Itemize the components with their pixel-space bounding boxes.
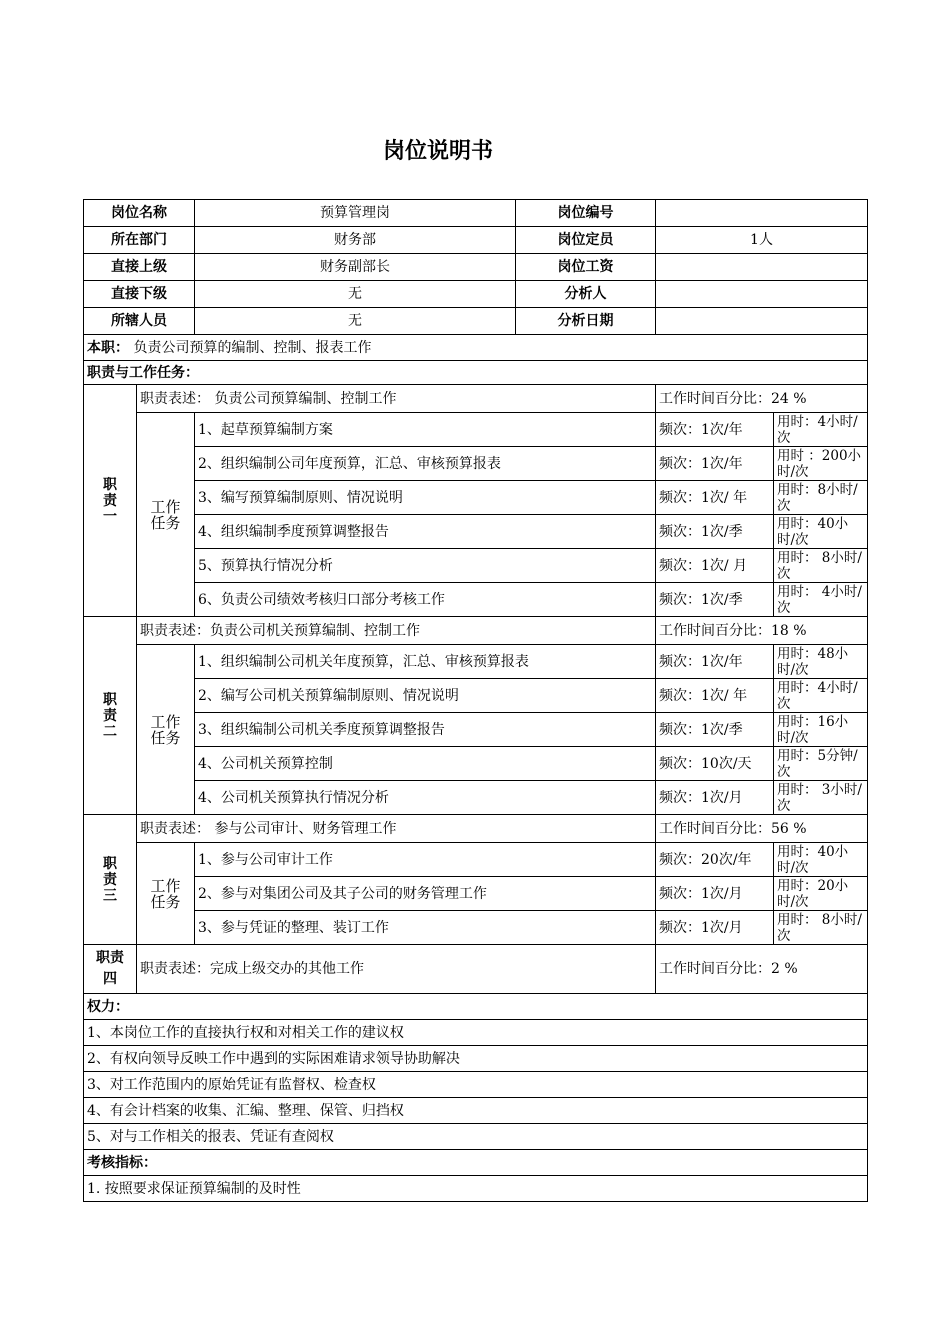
task-frequency: 频次：1次/ 年 xyxy=(656,481,774,515)
task-frequency: 频次：1次/季 xyxy=(656,515,774,549)
task-duration: 用时：40小时/次 xyxy=(774,843,868,877)
kpi-header: 考核指标： xyxy=(84,1150,868,1176)
main-duty-label: 本职： xyxy=(87,339,129,356)
duty-name: 职责三 xyxy=(84,815,137,945)
powers-header-row xyxy=(84,994,868,1020)
task-frequency: 频次：10次/天 xyxy=(656,747,774,781)
task-row xyxy=(84,549,868,583)
duty-percent: 工作时间百分比：18 % xyxy=(656,617,868,645)
task-row xyxy=(84,679,868,713)
duty-desc: 职责表述：负责公司机关预算编制、控制工作 xyxy=(137,617,656,645)
task-duration: 用时： 3小时/次 xyxy=(774,781,868,815)
task-duration: 用时：20小时/次 xyxy=(774,877,868,911)
info-label: 所辖人员 xyxy=(84,308,195,335)
task-text: 3、编写预算编制原则、情况说明 xyxy=(195,481,656,515)
task-duration: 用时：16小时/次 xyxy=(774,713,868,747)
duty-name: 职责二 xyxy=(84,617,137,815)
task-row xyxy=(84,447,868,481)
info-label: 分析人 xyxy=(516,281,656,308)
duty-desc-row xyxy=(84,617,868,645)
kpi-item: 1. 按照要求保证预算编制的及时性 xyxy=(84,1176,868,1202)
kpi-header-row xyxy=(84,1150,868,1176)
info-row xyxy=(84,200,868,227)
info-label: 分析日期 xyxy=(516,308,656,335)
power-item: 3、对工作范围内的原始凭证有监督权、检查权 xyxy=(84,1072,868,1098)
task-frequency: 频次：1次/年 xyxy=(656,413,774,447)
info-value: 1人 xyxy=(656,227,868,254)
task-text: 1、参与公司审计工作 xyxy=(195,843,656,877)
info-value xyxy=(656,200,868,227)
task-frequency: 频次：1次/年 xyxy=(656,447,774,481)
info-value: 预算管理岗 xyxy=(195,200,516,227)
task-frequency: 频次：1次/月 xyxy=(656,911,774,945)
task-duration: 用时：40小时/次 xyxy=(774,515,868,549)
task-row xyxy=(84,481,868,515)
info-label: 所在部门 xyxy=(84,227,195,254)
main-duty-row xyxy=(84,335,868,361)
info-label: 直接上级 xyxy=(84,254,195,281)
info-value: 无 xyxy=(195,308,516,335)
duty-percent: 工作时间百分比：24 % xyxy=(656,385,868,413)
info-label: 直接下级 xyxy=(84,281,195,308)
task-row xyxy=(84,583,868,617)
info-value xyxy=(656,281,868,308)
task-text: 5、预算执行情况分析 xyxy=(195,549,656,583)
task-duration: 用时：8小时/次 xyxy=(774,481,868,515)
task-duration: 用时：5分钟/次 xyxy=(774,747,868,781)
duties-header-row xyxy=(84,361,868,385)
info-value xyxy=(656,308,868,335)
task-text: 1、起草预算编制方案 xyxy=(195,413,656,447)
task-frequency: 频次：1次/ 年 xyxy=(656,679,774,713)
duties-header: 职责与工作任务： xyxy=(84,361,868,385)
task-row xyxy=(84,713,868,747)
info-label: 岗位编号 xyxy=(516,200,656,227)
task-duration: 用时：4小时/次 xyxy=(774,679,868,713)
info-row xyxy=(84,281,868,308)
kpi-row xyxy=(84,1176,868,1202)
task-text: 1、组织编制公司机关年度预算，汇总、审核预算报表 xyxy=(195,645,656,679)
info-value: 财务部 xyxy=(195,227,516,254)
task-text: 2、组织编制公司年度预算，汇总、审核预算报表 xyxy=(195,447,656,481)
task-duration: 用时： 8小时/次 xyxy=(774,911,868,945)
task-duration: 用时： 4小时/次 xyxy=(774,583,868,617)
power-item: 5、对与工作相关的报表、凭证有查阅权 xyxy=(84,1124,868,1150)
task-row xyxy=(84,645,868,679)
main-duty-text: 负责公司预算的编制、控制、报表工作 xyxy=(133,339,372,356)
power-row xyxy=(84,1046,868,1072)
task-duration: 用时 ：200小时/次 xyxy=(774,447,868,481)
info-row xyxy=(84,227,868,254)
power-row xyxy=(84,1124,868,1150)
info-row xyxy=(84,254,868,281)
power-item: 1、本岗位工作的直接执行权和对相关工作的建议权 xyxy=(84,1020,868,1046)
task-row xyxy=(84,843,868,877)
task-text: 4、公司机关预算控制 xyxy=(195,747,656,781)
duty-desc: 职责表述：完成上级交办的其他工作 xyxy=(137,945,656,994)
duty-desc: 职责表述： 参与公司审计、财务管理工作 xyxy=(137,815,656,843)
task-text: 3、组织编制公司机关季度预算调整报告 xyxy=(195,713,656,747)
task-text: 2、参与对集团公司及其子公司的财务管理工作 xyxy=(195,877,656,911)
task-row xyxy=(84,515,868,549)
task-duration: 用时：48小时/次 xyxy=(774,645,868,679)
task-text: 2、编写公司机关预算编制原则、情况说明 xyxy=(195,679,656,713)
power-row xyxy=(84,1020,868,1046)
task-row xyxy=(84,413,868,447)
task-row xyxy=(84,747,868,781)
task-duration: 用时：4小时/次 xyxy=(774,413,868,447)
power-row xyxy=(84,1072,868,1098)
power-item: 4、有会计档案的收集、汇编、整理、保管、归挡权 xyxy=(84,1098,868,1124)
info-label: 岗位名称 xyxy=(84,200,195,227)
page-title: 岗位说明书 xyxy=(382,139,493,164)
task-frequency: 频次：1次/月 xyxy=(656,877,774,911)
task-label: 工作任务 xyxy=(137,413,195,617)
info-value xyxy=(656,254,868,281)
task-frequency: 频次：20次/年 xyxy=(656,843,774,877)
info-value: 财务副部长 xyxy=(195,254,516,281)
job-description-table xyxy=(83,199,868,1202)
info-label: 岗位定员 xyxy=(516,227,656,254)
task-text: 3、参与凭证的整理、装订工作 xyxy=(195,911,656,945)
info-row xyxy=(84,308,868,335)
duty-name: 职责四 xyxy=(84,945,137,994)
task-text: 4、公司机关预算执行情况分析 xyxy=(195,781,656,815)
task-frequency: 频次：1次/ 月 xyxy=(656,549,774,583)
task-frequency: 频次：1次/季 xyxy=(656,583,774,617)
task-frequency: 频次：1次/年 xyxy=(656,645,774,679)
task-text: 6、负责公司绩效考核归口部分考核工作 xyxy=(195,583,656,617)
task-label: 工作任务 xyxy=(137,843,195,945)
task-frequency: 频次：1次/月 xyxy=(656,781,774,815)
duty-desc-row xyxy=(84,385,868,413)
power-row xyxy=(84,1098,868,1124)
power-item: 2、有权向领导反映工作中遇到的实际困难请求领导协助解决 xyxy=(84,1046,868,1072)
task-row xyxy=(84,911,868,945)
task-duration: 用时： 8小时/次 xyxy=(774,549,868,583)
task-row xyxy=(84,877,868,911)
duty-name: 职责一 xyxy=(84,385,137,617)
duty-percent: 工作时间百分比：2 % xyxy=(656,945,868,994)
duty-desc: 职责表述： 负责公司预算编制、控制工作 xyxy=(137,385,656,413)
duty-desc-row xyxy=(84,945,868,994)
duty-desc-row xyxy=(84,815,868,843)
info-label: 岗位工资 xyxy=(516,254,656,281)
powers-header: 权力： xyxy=(84,994,868,1020)
duty-percent: 工作时间百分比：56 % xyxy=(656,815,868,843)
task-row xyxy=(84,781,868,815)
info-value: 无 xyxy=(195,281,516,308)
task-frequency: 频次：1次/季 xyxy=(656,713,774,747)
task-text: 4、组织编制季度预算调整报告 xyxy=(195,515,656,549)
task-label: 工作任务 xyxy=(137,645,195,815)
